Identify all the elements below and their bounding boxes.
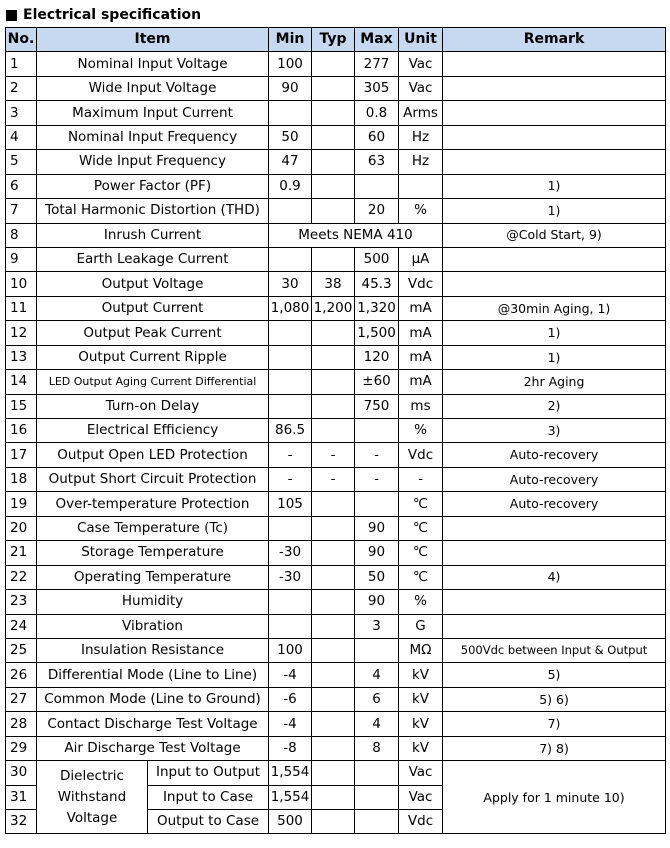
typ-value [312, 541, 355, 565]
remark-value: 7) 8) [443, 736, 666, 760]
row-number: 18 [6, 467, 37, 491]
max-value: 3 [355, 614, 399, 638]
typ-value: - [312, 443, 355, 467]
remark-value: 2hr Aging [443, 370, 666, 394]
remark-value: Auto-recovery [443, 492, 666, 516]
remark-value: 5) [443, 663, 666, 687]
table-row [6, 712, 666, 736]
remark-value: 3) [443, 419, 666, 443]
min-value: -30 [269, 541, 312, 565]
unit-value: Vdc [399, 272, 443, 296]
table-row [6, 272, 666, 296]
unit-value: % [399, 590, 443, 614]
unit-value: % [399, 199, 443, 223]
header-unit: Unit [399, 28, 443, 52]
typ-value: 38 [312, 272, 355, 296]
unit-value: mA [399, 370, 443, 394]
typ-value [312, 345, 355, 369]
typ-value [312, 712, 355, 736]
min-value: 47 [269, 150, 312, 174]
typ-value [312, 761, 355, 785]
table-row [6, 52, 666, 76]
max-value: 6 [355, 687, 399, 711]
remark-value: Auto-recovery [443, 467, 666, 491]
min-value: 500 [269, 810, 312, 834]
typ-value: - [312, 467, 355, 491]
table-row [6, 174, 666, 198]
max-value: 1,320 [355, 296, 399, 320]
row-number: 27 [6, 687, 37, 711]
item-name: Operating Temperature [37, 565, 269, 589]
row-number: 24 [6, 614, 37, 638]
header-remark: Remark [443, 28, 666, 52]
item-name: Maximum Input Current [37, 101, 269, 125]
min-value: -6 [269, 687, 312, 711]
item-name: LED Output Aging Current Differential [37, 370, 269, 394]
table-row [6, 419, 666, 443]
table-row [6, 394, 666, 418]
min-value: 1,554 [269, 785, 312, 809]
unit-value: ms [399, 394, 443, 418]
dielectric-sub-item: Output to Case [148, 810, 269, 834]
min-value [269, 590, 312, 614]
row-number: 31 [6, 785, 37, 809]
min-value: 0.9 [269, 174, 312, 198]
row-number: 3 [6, 101, 37, 125]
table-row [6, 638, 666, 662]
unit-value: kV [399, 712, 443, 736]
typ-value [312, 614, 355, 638]
remark-value: 1) [443, 199, 666, 223]
max-value: 60 [355, 125, 399, 149]
unit-value: Vac [399, 76, 443, 100]
remark-value: 500Vdc between Input & Output [443, 638, 666, 662]
table-row [6, 76, 666, 100]
dielectric-sub-item: Input to Output [148, 761, 269, 785]
unit-value: ℃ [399, 565, 443, 589]
table-row [6, 736, 666, 760]
item-name: Over-temperature Protection [37, 492, 269, 516]
remark-value [443, 272, 666, 296]
typ-value [312, 736, 355, 760]
typ-value [312, 516, 355, 540]
item-name: Output Current Ripple [37, 345, 269, 369]
row-number: 32 [6, 810, 37, 834]
item-name: Wide Input Voltage [37, 76, 269, 100]
header-no: No. [6, 28, 37, 52]
max-value: - [355, 467, 399, 491]
table-row [6, 247, 666, 271]
typ-value [312, 663, 355, 687]
unit-value: Vac [399, 761, 443, 785]
typ-value [312, 174, 355, 198]
row-number: 9 [6, 247, 37, 271]
min-value: 90 [269, 76, 312, 100]
max-value: 4 [355, 663, 399, 687]
max-value: 305 [355, 76, 399, 100]
item-name: Output Voltage [37, 272, 269, 296]
row-number: 1 [6, 52, 37, 76]
item-name: Contact Discharge Test Voltage [37, 712, 269, 736]
typ-value: 1,200 [312, 296, 355, 320]
typ-value [312, 492, 355, 516]
unit-value: G [399, 614, 443, 638]
remark-value [443, 247, 666, 271]
item-name: Output Current [37, 296, 269, 320]
unit-value [399, 174, 443, 198]
item-name: Total Harmonic Distortion (THD) [37, 199, 269, 223]
item-name: Output Open LED Protection [37, 443, 269, 467]
typ-value [312, 150, 355, 174]
table-row [6, 614, 666, 638]
remark-value [443, 125, 666, 149]
min-value [269, 101, 312, 125]
table-row [6, 663, 666, 687]
table-row [6, 590, 666, 614]
unit-value: mA [399, 345, 443, 369]
table-row [6, 492, 666, 516]
max-value: ±60 [355, 370, 399, 394]
typ-value [312, 785, 355, 809]
unit-value: Hz [399, 150, 443, 174]
item-name: Nominal Input Voltage [37, 52, 269, 76]
remark-value [443, 76, 666, 100]
remark-value [443, 52, 666, 76]
max-value [355, 810, 399, 834]
typ-value [312, 419, 355, 443]
item-name: Wide Input Frequency [37, 150, 269, 174]
remark-value [443, 516, 666, 540]
item-name: Inrush Current [37, 223, 269, 247]
item-name: Turn-on Delay [37, 394, 269, 418]
item-name: Case Temperature (Tc) [37, 516, 269, 540]
typ-value [312, 199, 355, 223]
min-value: -4 [269, 712, 312, 736]
row-number: 14 [6, 370, 37, 394]
unit-value: - [399, 467, 443, 491]
section-title-text: Electrical specification [23, 7, 202, 23]
item-name: Common Mode (Line to Ground) [37, 687, 269, 711]
row-number: 7 [6, 199, 37, 223]
min-value: - [269, 443, 312, 467]
row-number: 13 [6, 345, 37, 369]
unit-value: ℃ [399, 516, 443, 540]
row-number: 4 [6, 125, 37, 149]
unit-value: Vdc [399, 443, 443, 467]
row-number: 28 [6, 712, 37, 736]
min-value [269, 199, 312, 223]
typ-value [312, 247, 355, 271]
min-value [269, 614, 312, 638]
row-number: 15 [6, 394, 37, 418]
unit-value: Vac [399, 52, 443, 76]
table-row [6, 125, 666, 149]
item-name: Vibration [37, 614, 269, 638]
table-row [6, 443, 666, 467]
item-name: Insulation Resistance [37, 638, 269, 662]
item-name: Output Peak Current [37, 321, 269, 345]
row-number: 16 [6, 419, 37, 443]
max-value [355, 785, 399, 809]
remark-value: 5) 6) [443, 687, 666, 711]
unit-value: Hz [399, 125, 443, 149]
remark-value: 1) [443, 345, 666, 369]
max-value: 4 [355, 712, 399, 736]
max-value: 0.8 [355, 101, 399, 125]
min-value [269, 516, 312, 540]
remark-value: 4) [443, 565, 666, 589]
table-row [6, 541, 666, 565]
min-value: 86.5 [269, 419, 312, 443]
remark-value [443, 150, 666, 174]
min-value: -30 [269, 565, 312, 589]
section-title [6, 5, 201, 25]
typ-value [312, 810, 355, 834]
dielectric-sub-item: Input to Case [148, 785, 269, 809]
min-value [269, 370, 312, 394]
max-value: 120 [355, 345, 399, 369]
header-row [6, 28, 666, 52]
max-value: 90 [355, 516, 399, 540]
row-number: 11 [6, 296, 37, 320]
remark-value [443, 614, 666, 638]
unit-value: MΩ [399, 638, 443, 662]
row-number: 6 [6, 174, 37, 198]
max-value: 500 [355, 247, 399, 271]
table-body [6, 52, 666, 834]
dielectric-remark: Apply for 1 minute 10) [443, 761, 666, 834]
unit-value: % [399, 419, 443, 443]
min-value [269, 247, 312, 271]
remark-value [443, 101, 666, 125]
row-number: 12 [6, 321, 37, 345]
item-name: Storage Temperature [37, 541, 269, 565]
typ-value [312, 52, 355, 76]
min-value: 30 [269, 272, 312, 296]
unit-value: ℃ [399, 541, 443, 565]
typ-value [312, 321, 355, 345]
min-value: -8 [269, 736, 312, 760]
remark-value [443, 590, 666, 614]
table-row [6, 223, 666, 247]
unit-value: μA [399, 247, 443, 271]
max-value: 50 [355, 565, 399, 589]
unit-value: kV [399, 687, 443, 711]
remark-value: 7) [443, 712, 666, 736]
typ-value [312, 101, 355, 125]
remark-value: Auto-recovery [443, 443, 666, 467]
max-value [355, 638, 399, 662]
item-name: Earth Leakage Current [37, 247, 269, 271]
row-number: 23 [6, 590, 37, 614]
typ-value [312, 590, 355, 614]
remark-value: 1) [443, 321, 666, 345]
unit-value: Vac [399, 785, 443, 809]
unit-value: Vdc [399, 810, 443, 834]
remark-value: @30min Aging, 1) [443, 296, 666, 320]
max-value [355, 492, 399, 516]
table-row [6, 516, 666, 540]
dielectric-group-label: Dielectric Withstand Voltage [37, 761, 148, 834]
typ-value [312, 394, 355, 418]
row-number: 22 [6, 565, 37, 589]
typ-value [312, 565, 355, 589]
table-row [6, 296, 666, 320]
min-value: 1,554 [269, 761, 312, 785]
header-max: Max [355, 28, 399, 52]
row-number: 10 [6, 272, 37, 296]
table-row [6, 150, 666, 174]
max-value: - [355, 443, 399, 467]
min-value: - [269, 467, 312, 491]
min-value: 50 [269, 125, 312, 149]
min-value [269, 321, 312, 345]
min-value: -4 [269, 663, 312, 687]
table-row [6, 687, 666, 711]
max-value: 20 [355, 199, 399, 223]
row-number: 26 [6, 663, 37, 687]
table-row [6, 467, 666, 491]
typ-value [312, 125, 355, 149]
row-number: 25 [6, 638, 37, 662]
min-value: 100 [269, 52, 312, 76]
max-value: 90 [355, 590, 399, 614]
max-value: 8 [355, 736, 399, 760]
header-min: Min [269, 28, 312, 52]
max-value: 63 [355, 150, 399, 174]
min-value: 105 [269, 492, 312, 516]
unit-value: Arms [399, 101, 443, 125]
table-row [6, 321, 666, 345]
max-value: 277 [355, 52, 399, 76]
item-name: Differential Mode (Line to Line) [37, 663, 269, 687]
max-value: 90 [355, 541, 399, 565]
merged-value: Meets NEMA 410 [269, 223, 443, 247]
unit-value: kV [399, 736, 443, 760]
table-row [6, 565, 666, 589]
item-name: Output Short Circuit Protection [37, 467, 269, 491]
row-number: 20 [6, 516, 37, 540]
typ-value [312, 76, 355, 100]
row-number: 8 [6, 223, 37, 247]
unit-value: mA [399, 321, 443, 345]
unit-value: kV [399, 663, 443, 687]
row-number: 21 [6, 541, 37, 565]
row-number: 5 [6, 150, 37, 174]
header-item: Item [37, 28, 269, 52]
min-value [269, 345, 312, 369]
min-value: 1,080 [269, 296, 312, 320]
max-value [355, 761, 399, 785]
table-row [6, 199, 666, 223]
typ-value [312, 370, 355, 394]
row-number: 2 [6, 76, 37, 100]
table-row [6, 101, 666, 125]
unit-value: mA [399, 296, 443, 320]
typ-value [312, 687, 355, 711]
unit-value: ℃ [399, 492, 443, 516]
item-name: Nominal Input Frequency [37, 125, 269, 149]
max-value: 1,500 [355, 321, 399, 345]
row-number: 30 [6, 761, 37, 785]
remark-value: @Cold Start, 9) [443, 223, 666, 247]
min-value: 100 [269, 638, 312, 662]
min-value [269, 394, 312, 418]
max-value: 750 [355, 394, 399, 418]
max-value [355, 419, 399, 443]
max-value: 45.3 [355, 272, 399, 296]
typ-value [312, 638, 355, 662]
remark-value [443, 541, 666, 565]
remark-value: 2) [443, 394, 666, 418]
item-name: Air Discharge Test Voltage [37, 736, 269, 760]
row-number: 29 [6, 736, 37, 760]
max-value [355, 174, 399, 198]
item-name: Power Factor (PF) [37, 174, 269, 198]
header-typ: Typ [312, 28, 355, 52]
electrical-spec-table [5, 27, 666, 834]
table-row [6, 761, 666, 785]
item-name: Electrical Efficiency [37, 419, 269, 443]
remark-value: 1) [443, 174, 666, 198]
row-number: 17 [6, 443, 37, 467]
item-name: Humidity [37, 590, 269, 614]
table-row [6, 345, 666, 369]
table-row [6, 370, 666, 394]
row-number: 19 [6, 492, 37, 516]
square-bullet-icon [6, 10, 17, 21]
